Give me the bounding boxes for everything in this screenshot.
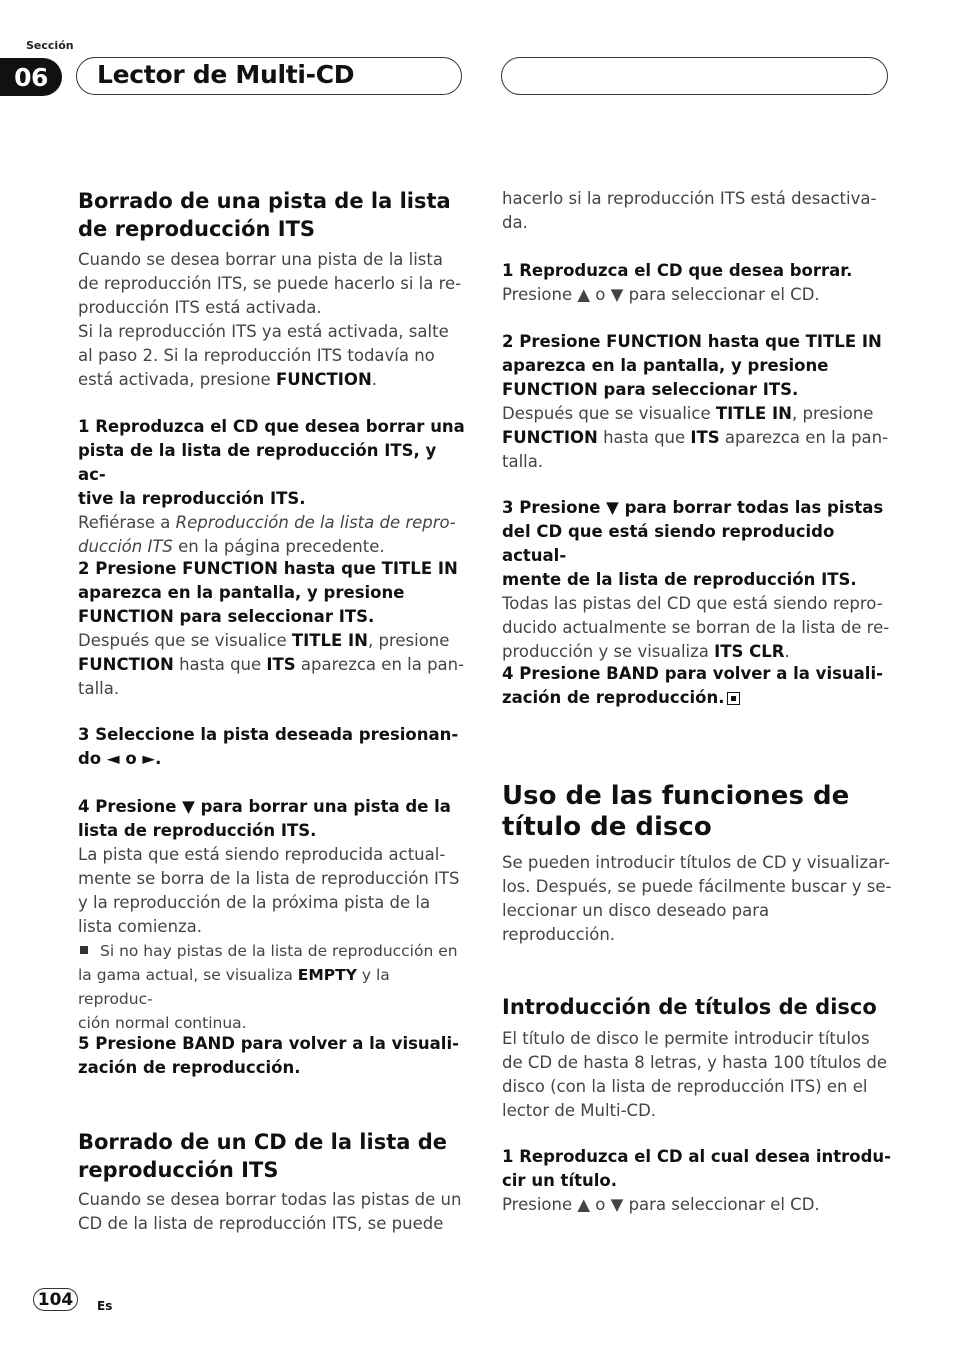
heading-enter-disc-titles: Introducción de títulos de disco — [502, 995, 877, 1019]
delete-cd-intro: Cuando se desea borrar todas las pistas de un CD de la lista de reproducción ITS, se puede — [78, 1190, 462, 1233]
delete-cd-intro-cont: hacerlo si la reproducción ITS está desactiva- da. — [502, 189, 877, 232]
delete-track-intro: Cuando se desea borrar una pista de la lista de reproducción ITS, se puede hacerlo si la re- producción ITS está activada. Si la reproducción ITS ya está activada, salte al paso 2. Si la reproducción ITS todavía no está activada, presione FUNCTION. — [78, 250, 462, 389]
step-4: 4 Presione ▼ para borrar una pista de la lista de reproducción ITS. La pista que está siendo reproducida actual- mente se borra de la lista de reproducción ITS y la reproducción de la próxima pista de la lista comienza. Si no hay pistas de la lista de reproducción en la gama actual, se visualiza EMPTY y la reproduc- ción normal continua. — [78, 795, 468, 1035]
enter-titles-intro: El título de disco le permite introducir títulos de CD de hasta 8 letras, y hasta 100 títulos de disco (con la lista de reproducción ITS) en el lector de Multi-CD. — [502, 1029, 887, 1120]
step-3: 3 Seleccione la pista deseada presionan- do ◄ o ►. — [78, 725, 459, 768]
end-mark-icon — [727, 692, 740, 705]
heading-disc-title-functions: Uso de las funciones de título de disco — [502, 781, 850, 842]
page-title: Lector de Multi-CD — [97, 60, 355, 89]
language-code: Es — [97, 1299, 113, 1313]
heading-delete-cd: Borrado de un CD de la lista de reproducción ITS — [78, 1130, 447, 1182]
section-number-badge: 06 — [0, 58, 62, 96]
right-title-frame — [501, 57, 888, 95]
step-5: 5 Presione BAND para volver a la visuali- zación de reproducción. — [78, 1034, 459, 1077]
section-label: Sección — [26, 39, 74, 52]
step-2: 2 Presione FUNCTION hasta que TITLE IN aparezca en la pantalla, y presione FUNCTION para seleccionar ITS. Después que se visualice TITLE IN, presione FUNCTION hasta que ITS aparezca en la pan- talla. — [78, 559, 465, 698]
cd-step-2: 2 Presione FUNCTION hasta que TITLE IN aparezca en la pantalla, y presione FUNCTION para seleccionar ITS. Después que se visualice TITLE IN, presione FUNCTION hasta que ITS aparezca en la pan- talla. — [502, 332, 889, 471]
bullet-icon — [80, 946, 88, 954]
heading-delete-track: Borrado de una pista de la lista de reproducción ITS — [78, 189, 451, 241]
cd-step-3: 3 Presione ▼ para borrar todas las pistas del CD que está siendo reproducido actual- mente de la lista de reproducción ITS. Todas las pistas del CD que está siendo repro- ducido actualmente se borran de la lista de re- producción y se visualiza ITS CLR. — [502, 498, 890, 661]
title-step-1: 1 Reproduzca el CD al cual desea introdu- cir un título. Presione ▲ o ▼ para seleccionar el CD. — [502, 1147, 892, 1214]
page-number: 104 — [33, 1288, 78, 1311]
disc-title-intro: Se pueden introducir títulos de CD y visualizar- los. Después, se puede fácilmente buscar y se- leccionar un disco deseado para reproducción. — [502, 853, 892, 944]
cd-step-4: 4 Presione BAND para volver a la visuali- zación de reproducción. — [502, 664, 883, 707]
step-1: 1 Reproduzca el CD que desea borrar una pista de la lista de reproducción ITS, y ac- tive la reproducción ITS. Refiérase a Reproducción de la lista de repro- ducción ITS en la página precedente. — [78, 417, 465, 556]
note-empty: Si no hay pistas de la lista de reproducción en — [78, 939, 468, 963]
cd-step-1: 1 Reproduzca el CD que desea borrar. Presione ▲ o ▼ para seleccionar el CD. — [502, 261, 853, 304]
